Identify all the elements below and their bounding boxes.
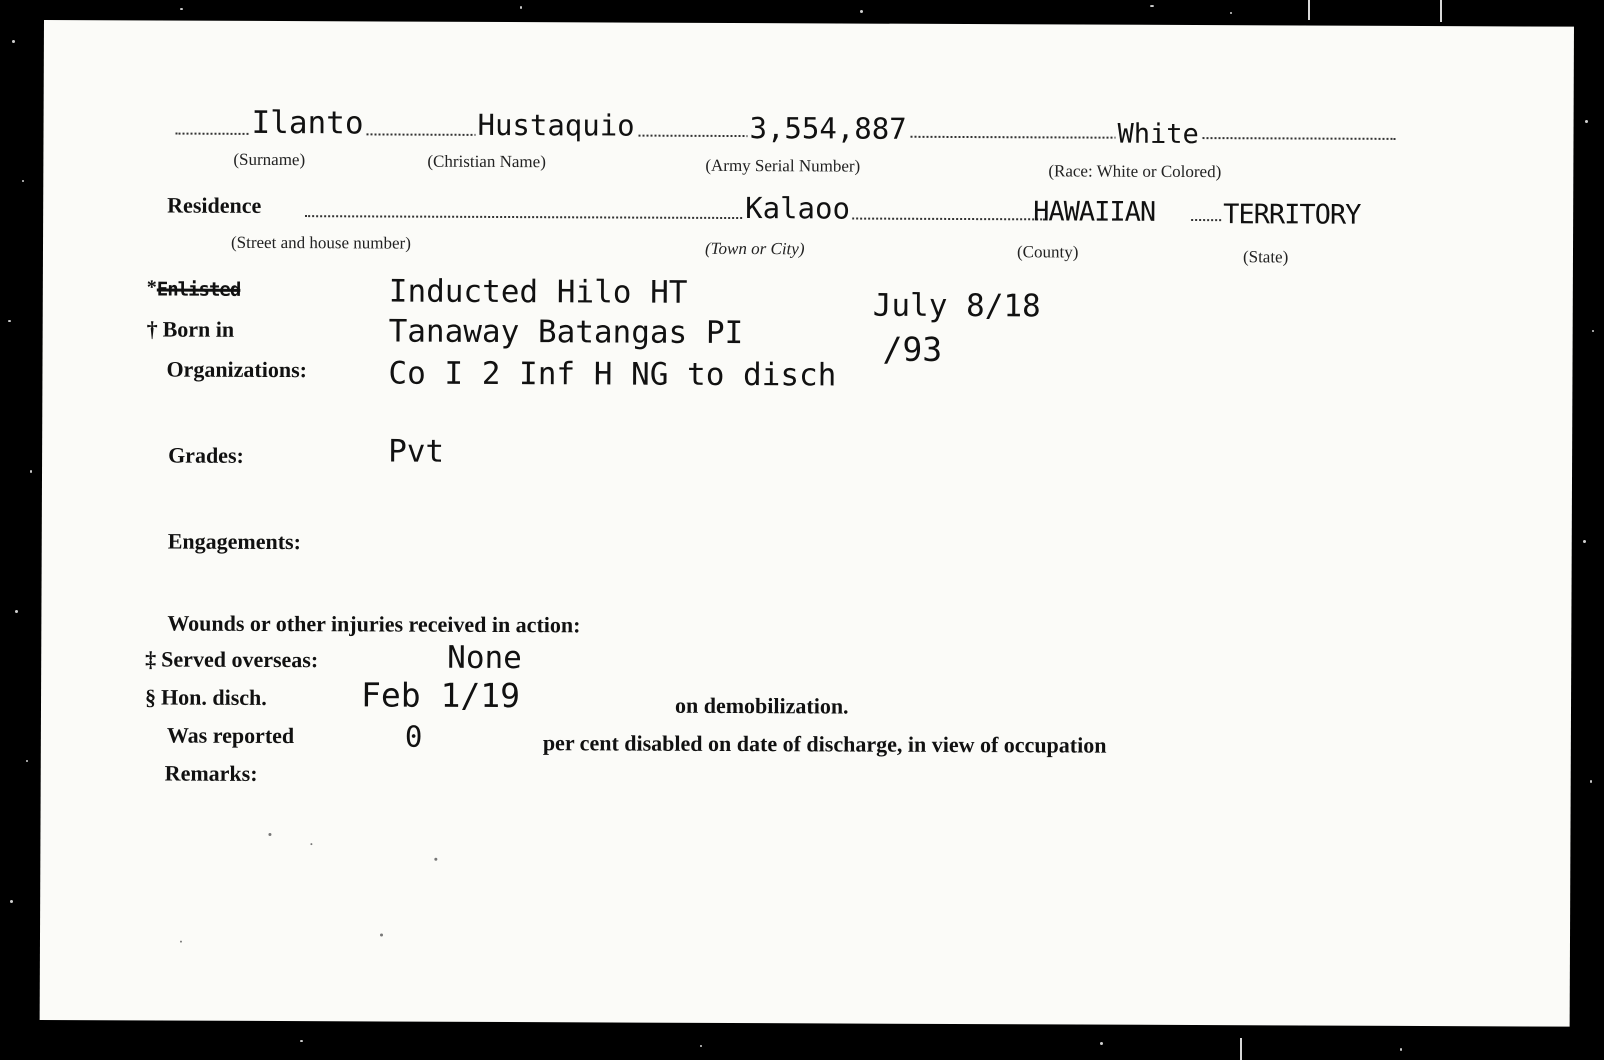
inducted-date: July 8/18: [872, 287, 1041, 325]
born-year: /93: [882, 329, 943, 369]
served-overseas-value: None: [447, 639, 522, 677]
disabled-percent-value: 0: [404, 719, 423, 754]
noise-speck: [520, 6, 522, 9]
county-value: HAWAIIAN: [1033, 196, 1156, 228]
noise-speck: [1100, 1042, 1103, 1045]
dotted-leader: [305, 215, 1045, 220]
noise-speck: [10, 900, 13, 903]
noise-speck: [1400, 1048, 1402, 1051]
army-serial-caption: (Army Serial Number): [705, 155, 861, 176]
noise-speck: [1583, 540, 1586, 543]
noise-speck: [860, 10, 863, 13]
residence-label: Residence: [167, 192, 262, 218]
stray-dot: [268, 833, 271, 836]
double-dagger-mark: ‡: [145, 646, 157, 672]
christian-name-caption: (Christian Name): [427, 151, 546, 172]
noise-speck: [15, 610, 18, 613]
scan-edge-line: [1240, 1038, 1242, 1060]
race-caption: (Race: White or Colored): [1048, 161, 1222, 182]
surname-value: Ilanto: [251, 104, 364, 142]
organizations-value: Co I 2 Inf H NG to disch: [388, 355, 837, 394]
stray-dot: [380, 933, 383, 936]
noise-speck: [12, 40, 15, 43]
scan-edge-line: [1308, 0, 1310, 20]
army-serial-value: 3,554,887: [749, 111, 907, 146]
noise-speck: [30, 470, 32, 473]
state-value: TERRITORY: [1223, 199, 1361, 231]
organizations-label: Organizations:: [166, 356, 308, 383]
inducted-value: Inducted Hilo HT: [388, 273, 688, 311]
struck-enlisted-label: Enlisted: [156, 278, 241, 301]
state-caption: (State): [1242, 247, 1289, 267]
hon-disch-value: Feb 1/19: [360, 675, 521, 716]
served-overseas-label: Served overseas:: [161, 646, 319, 673]
dotted-leader: [1191, 219, 1221, 221]
county-caption: (County): [1016, 242, 1079, 262]
noise-speck: [26, 760, 28, 762]
grades-value: Pvt: [388, 433, 445, 470]
noise-speck: [1590, 780, 1592, 783]
asterisk-mark: *: [146, 276, 157, 299]
noise-speck: [1150, 5, 1154, 7]
was-reported-label: Was reported: [166, 722, 295, 749]
noise-speck: [1230, 12, 1232, 14]
born-in-label: Born in: [162, 316, 235, 342]
surname-caption: (Surname): [233, 149, 306, 170]
disabled-text: per cent disabled on date of discharge, in view of occupation: [542, 730, 1107, 758]
stray-dot: [310, 843, 312, 845]
noise-speck: [22, 180, 24, 182]
wounds-label: Wounds or other injuries received in action:: [167, 610, 581, 638]
town-caption: (Town or City): [704, 238, 805, 259]
christian-name-value: Hustaquio: [477, 107, 635, 143]
born-in-value: Tanaway Batangas PI: [388, 313, 744, 352]
stray-dot: [180, 941, 182, 943]
hon-disch-label: Hon. disch.: [160, 684, 267, 710]
noise-speck: [180, 8, 183, 10]
race-value: White: [1117, 118, 1199, 151]
noise-speck: [300, 1040, 303, 1042]
engagements-label: Engagements:: [167, 528, 301, 555]
noise-speck: [700, 1045, 702, 1047]
dagger-mark: †: [146, 316, 158, 342]
scan-edge-line: [1440, 0, 1442, 22]
town-value: Kalaoo: [745, 191, 851, 226]
street-caption: (Street and house number): [230, 232, 411, 253]
noise-speck: [8, 320, 11, 322]
noise-speck: [1585, 120, 1588, 123]
stray-dot: [434, 858, 437, 861]
grades-label: Grades:: [168, 442, 244, 468]
remarks-label: Remarks:: [164, 760, 258, 786]
section-mark: §: [144, 684, 157, 710]
noise-speck: [1592, 330, 1594, 332]
record-card: [40, 20, 1574, 1027]
demobilization-text: on demobilization.: [674, 692, 849, 719]
